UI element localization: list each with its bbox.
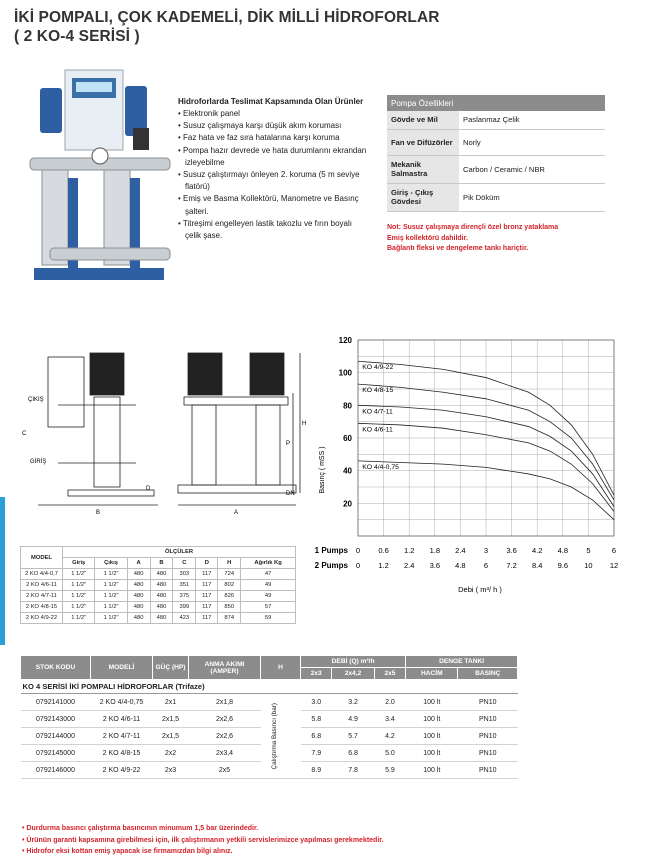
stock-cell: 0792144000 <box>21 728 91 745</box>
stock-cell: 100 lt <box>406 762 458 779</box>
stock-subheader: BASINÇ <box>458 668 518 680</box>
x-tick-label-1pump: 1.8 <box>429 546 441 555</box>
dims-cell: 1 1/2" <box>95 602 127 613</box>
stock-cell: 2x2,6 <box>189 711 261 728</box>
dims-cell: 480 <box>150 580 173 591</box>
label-dn: DN <box>286 491 295 497</box>
stock-subheader: 2x5 <box>374 668 405 680</box>
footer-note: • Ürünün garanti kapsamına girebilmesi için, ilk çalıştırmanın yetkili servislerimizce yapılması gerekmektedir. <box>22 835 384 847</box>
series-label: KO 4/6-11 <box>362 426 393 434</box>
dims-row <box>21 580 296 591</box>
stock-cell: 2x1,8 <box>189 694 261 711</box>
dims-cell: 1 1/2" <box>63 602 95 613</box>
spec-key: Fan ve Difüzörler <box>387 129 459 155</box>
x-tick-label-2pump: 7.2 <box>506 561 517 570</box>
label-giris: GİRİŞ <box>30 459 47 465</box>
x-tick-label-1pump: 5 <box>586 546 591 555</box>
stock-cell: 3.4 <box>374 711 405 728</box>
stock-cell: 8.9 <box>301 762 332 779</box>
dims-cell: 1 1/2" <box>63 591 95 602</box>
label-d: D <box>146 486 151 492</box>
stock-cell: 2 KO 4/7-11 <box>91 728 153 745</box>
dims-row <box>21 613 296 624</box>
dims-cell: 1 1/2" <box>95 591 127 602</box>
stock-cell: 0792141000 <box>21 694 91 711</box>
stock-cell: 2x3 <box>153 762 189 779</box>
stock-cell: 2 KO 4/8-15 <box>91 745 153 762</box>
stock-cell: 100 lt <box>406 745 458 762</box>
stock-cell: 7.9 <box>301 745 332 762</box>
dims-cell: 2 KO 4/7-11 <box>21 591 63 602</box>
delivery-scope <box>178 96 368 242</box>
x-tick-label-2pump: 3.6 <box>429 561 441 570</box>
dims-cell: 480 <box>150 569 173 580</box>
dims-cell: 423 <box>173 613 196 624</box>
y-tick-label: 20 <box>343 499 352 509</box>
side-accent-tab <box>0 497 5 645</box>
spec-value: Carbon / Ceramic / NBR <box>459 155 605 183</box>
chart-xrow2-label: 2 Pumps <box>314 561 348 570</box>
dims-row <box>21 602 296 613</box>
stock-cell: 0792143000 <box>21 711 91 728</box>
stock-cell: 2x3,4 <box>189 745 261 762</box>
dims-cell: 117 <box>196 591 218 602</box>
stock-series-title: KO 4 SERİSİ İKİ POMPALI HİDROFORLAR (Trifaze) <box>21 680 518 694</box>
stock-cell: 2 KO 4/9-22 <box>91 762 153 779</box>
note-line: Not: Susuz çalışmaya dirençli özel bronz yataklama <box>387 224 559 231</box>
x-tick-label-1pump: 3 <box>483 546 489 555</box>
label-p: P <box>286 441 291 447</box>
stock-header: STOK KODU <box>21 656 91 680</box>
dims-row <box>21 591 296 602</box>
footer-note: • Durdurma basıncı çalıştırma basıncının minumum 1,5 bar üzerindedir. <box>22 823 384 835</box>
x-tick-label-2pump: 12 <box>609 561 619 570</box>
dims-cell: 59 <box>241 613 296 624</box>
dims-cell: 2 KO 4/9-22 <box>21 613 63 624</box>
dims-cell: 2 KO 4/6-11 <box>21 580 63 591</box>
dims-col-header: Ağırlık Kg <box>241 558 296 569</box>
delivery-scope-heading: Hidroforlarda Teslimat Kapsamında Olan Ürünler <box>178 97 364 106</box>
stock-subheader: 2x4,2 <box>332 668 374 680</box>
dims-cell: 480 <box>150 591 173 602</box>
dims-cell: 303 <box>173 569 196 580</box>
dims-cell: 480 <box>127 569 150 580</box>
dims-cell: 2 KO 4/4-0,7 <box>21 569 63 580</box>
dims-cell: 480 <box>127 591 150 602</box>
dims-cell: 2 KO 4/8-15 <box>21 602 63 613</box>
dims-cell: 47 <box>241 569 296 580</box>
dims-cell: 1 1/2" <box>63 613 95 624</box>
dims-cell: 117 <box>196 569 218 580</box>
chart-y-label: Basınç ( mSS ) <box>319 446 326 494</box>
dims-model-header: MODEL <box>21 547 63 569</box>
page-title <box>14 8 440 46</box>
stock-cell: 100 lt <box>406 694 458 711</box>
stock-cell: 2x2 <box>153 745 189 762</box>
dimensions-table <box>20 546 296 624</box>
dims-col-header: Giriş <box>63 558 95 569</box>
stock-header: DEBİ (Q) m³/h <box>301 656 406 668</box>
x-tick-label-2pump: 6 <box>483 561 489 570</box>
stock-cell: 4.9 <box>332 711 374 728</box>
y-tick-label: 100 <box>338 368 352 378</box>
pump-spec-table <box>387 95 605 212</box>
stock-subheader: 2x3 <box>301 668 332 680</box>
stock-cell: PN10 <box>458 694 518 711</box>
dims-cell: 1 1/2" <box>95 580 127 591</box>
dims-cell: 49 <box>241 591 296 602</box>
dims-cell: 480 <box>127 580 150 591</box>
dims-cell: 49 <box>241 580 296 591</box>
spec-key: Giriş - Çıkış Gövdesi <box>387 183 459 211</box>
stock-cell: PN10 <box>458 728 518 745</box>
stock-header: ANMA AKIMI (AMPER) <box>189 656 261 680</box>
label-h: H <box>302 421 307 427</box>
label-b: B <box>96 510 101 516</box>
series-label: KO 4/9-22 <box>362 364 394 372</box>
dims-col-header: D <box>196 558 218 569</box>
x-tick-label-1pump: 0.6 <box>378 546 389 555</box>
note-line: Bağlantı fleksi ve dengeleme tankı hariçtir. <box>387 245 529 252</box>
series-label: KO 4/8-15 <box>362 387 394 395</box>
footer-note: • Hidrofor eksi kottan emiş yapacak ise firmamızdan bilgi alınız. <box>22 846 384 858</box>
x-tick-label-1pump: 3.6 <box>506 546 517 555</box>
stock-cell: 100 lt <box>406 728 458 745</box>
y-tick-label: 80 <box>343 401 352 411</box>
scope-item: • Titreşimi engelleyen lastik takozlu ve fırın boyalı çelik şase. <box>178 218 368 242</box>
stock-cell: 7.8 <box>332 762 374 779</box>
dims-cell: 874 <box>218 613 241 624</box>
stock-cell: PN10 <box>458 745 518 762</box>
chart-xrow1-label: 1 Pumps <box>314 546 348 555</box>
dims-cell: 802 <box>218 580 241 591</box>
y-tick-label: 60 <box>343 434 352 443</box>
spec-value: Norly <box>459 129 605 155</box>
stock-cell: PN10 <box>458 711 518 728</box>
x-tick-label-2pump: 0 <box>355 561 361 570</box>
pump-note <box>387 223 607 255</box>
stock-header: MODELİ <box>91 656 153 680</box>
spec-key: Gövde ve Mil <box>387 111 459 129</box>
y-tick-label: 40 <box>343 466 352 476</box>
dims-cell: 850 <box>218 602 241 613</box>
stock-header: DENGE TANKI <box>406 656 518 668</box>
x-tick-label-2pump: 10 <box>584 561 593 570</box>
dims-cell: 117 <box>196 613 218 624</box>
x-tick-label-1pump: 2.4 <box>455 546 466 555</box>
product-image <box>20 68 175 290</box>
x-tick-label-1pump: 4.8 <box>557 546 569 555</box>
dims-col-header: H <box>218 558 241 569</box>
dims-cell: 351 <box>173 580 196 591</box>
dims-cell: 1 1/2" <box>63 569 95 580</box>
dims-col-header: C <box>173 558 196 569</box>
chart-x-label: Debi ( m³/ h ) <box>458 585 502 594</box>
spec-value: Pik Döküm <box>459 183 605 211</box>
dims-cell: 724 <box>218 569 241 580</box>
scope-item: • Susuz çalışmaya karşı düşük akım koruması <box>178 120 368 132</box>
stock-cell: 2x2,6 <box>189 728 261 745</box>
stock-cell: 2 KO 4/6-11 <box>91 711 153 728</box>
stock-cell: 3.0 <box>301 694 332 711</box>
x-tick-label-2pump: 4.8 <box>455 561 466 570</box>
stock-cell: 2x1,5 <box>153 711 189 728</box>
dims-cell: 826 <box>218 591 241 602</box>
title-line-1: İKİ POMPALI, ÇOK KADEMELİ, DİK MİLLİ HİDROFORLAR <box>14 9 440 26</box>
x-tick-label-1pump: 6 <box>611 546 617 555</box>
scope-item: • Faz hata ve faz sıra hatalarına karşı koruma <box>178 132 368 144</box>
note-line: Emiş kollektörü dahildir. <box>387 234 468 242</box>
scope-item: • Pompa hazır devrede ve hata durumlarını ekrandan izleyebilme <box>178 145 368 169</box>
x-tick-label-2pump: 9.6 <box>557 561 569 570</box>
stock-cell: 6.8 <box>332 745 374 762</box>
stock-cell: 3.2 <box>332 694 374 711</box>
label-c: C <box>22 431 27 437</box>
stock-cell: 2x1 <box>153 694 189 711</box>
title-line-2: ( 2 KO-4 SERİSİ ) <box>14 28 140 45</box>
stock-cell: 5.8 <box>301 711 332 728</box>
stock-cell: 2.0 <box>374 694 405 711</box>
dims-cell: 117 <box>196 602 218 613</box>
stock-cell: 0792145000 <box>21 745 91 762</box>
dims-cell: 117 <box>196 580 218 591</box>
dims-col-header: Çıkış <box>95 558 127 569</box>
label-a: A <box>234 510 239 516</box>
dims-cell: 1 1/2" <box>95 569 127 580</box>
x-tick-label-1pump: 4.2 <box>531 546 543 555</box>
spec-value: Paslanmaz Çelik <box>459 111 605 129</box>
series-label: KO 4/4-0,75 <box>362 463 399 471</box>
stock-table <box>20 655 518 779</box>
dims-cell: 1 1/2" <box>95 613 127 624</box>
dims-cell: 480 <box>127 602 150 613</box>
dims-header: ÖLÇÜLER <box>63 547 296 558</box>
dims-cell: 1 1/2" <box>63 580 95 591</box>
stock-row <box>21 694 518 711</box>
dims-cell: 375 <box>173 591 196 602</box>
x-tick-label-2pump: 8.4 <box>531 561 543 570</box>
x-tick-label-2pump: 1.2 <box>378 561 389 570</box>
scope-item: • Susuz çalıştırmayı önleyen 2. koruma (5 m seviye flatörü) <box>178 169 368 193</box>
stock-cell: 4.2 <box>374 728 405 745</box>
spec-header: Pompa Özellikleri <box>387 95 605 111</box>
spec-key: Mekanik Salmastra <box>387 155 459 183</box>
series-label: KO 4/7-11 <box>362 408 393 416</box>
stock-cell: 6.8 <box>301 728 332 745</box>
stock-cell: 100 lt <box>406 711 458 728</box>
dims-cell: 480 <box>150 613 173 624</box>
stock-cell: PN10 <box>458 762 518 779</box>
stock-cell: 2x1,5 <box>153 728 189 745</box>
stock-cell: 0792146000 <box>21 762 91 779</box>
scope-item: • Emiş ve Basma Kollektörü, Manometre ve Basınç şalteri. <box>178 193 368 217</box>
stock-header: GÜÇ (HP) <box>153 656 189 680</box>
stock-h-label: Çalıştırma Basıncı (bar) <box>261 694 301 779</box>
stock-cell: 5.9 <box>374 762 405 779</box>
label-cikis: ÇIKIŞ <box>28 397 44 403</box>
stock-cell: 2 KO 4/4-0,75 <box>91 694 153 711</box>
dimension-drawings <box>18 345 308 517</box>
dims-cell: 57 <box>241 602 296 613</box>
stock-cell: 5.0 <box>374 745 405 762</box>
x-tick-label-1pump: 1.2 <box>403 546 415 555</box>
stock-cell: 5.7 <box>332 728 374 745</box>
dims-cell: 480 <box>150 602 173 613</box>
stock-subheader: HACİM <box>406 668 458 680</box>
dims-row <box>21 569 296 580</box>
x-tick-label-1pump: 0 <box>355 546 361 555</box>
y-tick-label: 120 <box>338 336 352 345</box>
stock-cell: 2x5 <box>189 762 261 779</box>
scope-item: • Elektronik panel <box>178 108 368 120</box>
performance-chart <box>310 330 650 596</box>
dims-cell: 399 <box>173 602 196 613</box>
dims-cell: 480 <box>127 613 150 624</box>
footer-notes <box>22 823 384 858</box>
x-tick-label-2pump: 2.4 <box>403 561 415 570</box>
stock-header: H <box>261 656 301 680</box>
dims-col-header: B <box>150 558 173 569</box>
dims-col-header: A <box>127 558 150 569</box>
